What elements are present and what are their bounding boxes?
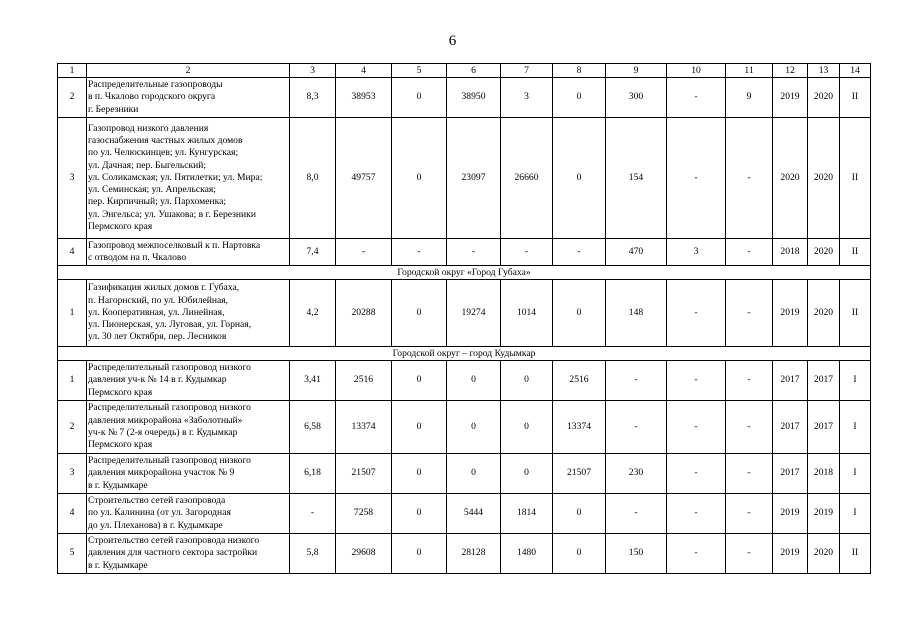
- table-cell: II: [840, 280, 871, 347]
- table-cell: 2019: [773, 534, 808, 574]
- table-cell: -: [726, 454, 773, 494]
- table-cell: 28128: [447, 534, 501, 574]
- table-cell: 49757: [336, 118, 392, 239]
- table-cell: 6,58: [290, 401, 336, 454]
- table-row: [58, 401, 871, 454]
- header-cell: 9: [606, 64, 667, 78]
- table-cell: 0: [392, 78, 447, 118]
- table-cell: 2019: [773, 280, 808, 347]
- table-cell: -: [336, 239, 392, 266]
- section-row: [58, 347, 871, 361]
- table-cell: 2020: [808, 239, 840, 266]
- table-cell: 13374: [553, 401, 606, 454]
- table-cell: -: [667, 361, 726, 401]
- table-cell: 1: [58, 280, 87, 347]
- table-cell: 13374: [336, 401, 392, 454]
- table-cell: 9: [726, 78, 773, 118]
- header-cell: 14: [840, 64, 871, 78]
- table-cell: 0: [392, 118, 447, 239]
- table-cell: 0: [392, 534, 447, 574]
- table-cell: 0: [392, 361, 447, 401]
- table-cell: -: [606, 361, 667, 401]
- table-cell: -: [667, 78, 726, 118]
- table-cell: 3: [501, 78, 553, 118]
- table-cell: -: [392, 239, 447, 266]
- project-name-cell: Распределительный газопровод низкого давления микрорайона участок № 9 в г. Кудымкаре: [87, 454, 290, 494]
- header-cell: 13: [808, 64, 840, 78]
- table-cell: 2017: [808, 361, 840, 401]
- table-cell: 154: [606, 118, 667, 239]
- gas-projects-table: [57, 63, 871, 574]
- table-cell: 3: [667, 239, 726, 266]
- table-cell: 2: [58, 78, 87, 118]
- table-cell: 20288: [336, 280, 392, 347]
- table-cell: 2516: [336, 361, 392, 401]
- table-cell: -: [290, 494, 336, 534]
- table-cell: 26660: [501, 118, 553, 239]
- table-cell: -: [667, 454, 726, 494]
- table-cell: 300: [606, 78, 667, 118]
- table-row: [58, 280, 871, 347]
- table-cell: -: [726, 118, 773, 239]
- table-cell: 7,4: [290, 239, 336, 266]
- table-cell: II: [840, 534, 871, 574]
- table-cell: 2019: [773, 78, 808, 118]
- table-cell: 148: [606, 280, 667, 347]
- project-name-cell: Газификация жилых домов г. Губаха, п. Нагорнский, по ул. Юбилейная, ул. Кооперативная, ул. Линейная, ул. Пионерская, ул. Луговая, ул. Горная, ул. 30 лет Октября, пер. Лесников: [87, 280, 290, 347]
- header-row: [58, 64, 871, 78]
- table-cell: 19274: [447, 280, 501, 347]
- table-cell: -: [667, 118, 726, 239]
- table-cell: -: [726, 280, 773, 347]
- header-cell: 6: [447, 64, 501, 78]
- table-cell: 2020: [808, 78, 840, 118]
- table-cell: 0: [392, 280, 447, 347]
- table-cell: II: [840, 239, 871, 266]
- table-cell: 2516: [553, 361, 606, 401]
- table-cell: -: [553, 239, 606, 266]
- table-cell: -: [726, 534, 773, 574]
- table-cell: -: [667, 280, 726, 347]
- table-cell: -: [667, 494, 726, 534]
- table-cell: 0: [501, 361, 553, 401]
- table-cell: 2019: [773, 494, 808, 534]
- header-cell: 3: [290, 64, 336, 78]
- table-row: [58, 454, 871, 494]
- section-title: Городской округ – город Кудымкар: [58, 347, 871, 361]
- header-cell: 1: [58, 64, 87, 78]
- table-cell: -: [726, 494, 773, 534]
- table-cell: 3,41: [290, 361, 336, 401]
- table-cell: 150: [606, 534, 667, 574]
- table-cell: -: [447, 239, 501, 266]
- table-cell: 38950: [447, 78, 501, 118]
- table-cell: -: [606, 401, 667, 454]
- table-cell: 2017: [773, 401, 808, 454]
- table-cell: 0: [392, 494, 447, 534]
- header-cell: 7: [501, 64, 553, 78]
- section-title: Городской округ «Город Губаха»: [58, 266, 871, 280]
- table-row: [58, 361, 871, 401]
- table-cell: -: [667, 401, 726, 454]
- project-name-cell: Распределительный газопровод низкого давления уч-к № 14 в г. Кудымкар Пермского края: [87, 361, 290, 401]
- table-cell: 0: [553, 118, 606, 239]
- table-cell: 4: [58, 494, 87, 534]
- header-cell: 8: [553, 64, 606, 78]
- table-row: [58, 118, 871, 239]
- table-cell: 2020: [808, 118, 840, 239]
- table-cell: 230: [606, 454, 667, 494]
- table-cell: I: [840, 494, 871, 534]
- table-cell: 21507: [336, 454, 392, 494]
- table-cell: II: [840, 78, 871, 118]
- table-row: [58, 78, 871, 118]
- table-cell: 5: [58, 534, 87, 574]
- table-cell: 1814: [501, 494, 553, 534]
- table-cell: I: [840, 401, 871, 454]
- table-cell: -: [667, 534, 726, 574]
- header-cell: 11: [726, 64, 773, 78]
- table-cell: 0: [447, 361, 501, 401]
- table-cell: 2020: [808, 534, 840, 574]
- project-name-cell: Распределительный газопровод низкого давления микрорайона «Заболотный» уч-к № 7 (2-я очередь) в г. Кудымкар Пермского края: [87, 401, 290, 454]
- table-cell: 2018: [808, 454, 840, 494]
- table-cell: 21507: [553, 454, 606, 494]
- table-cell: 8,3: [290, 78, 336, 118]
- table-cell: 0: [553, 494, 606, 534]
- table-cell: 2019: [808, 494, 840, 534]
- table-cell: II: [840, 118, 871, 239]
- table-row: [58, 534, 871, 574]
- table-cell: 0: [553, 534, 606, 574]
- project-name-cell: Газопровод межпоселковый к п. Нартовка с отводом на п. Чкалово: [87, 239, 290, 266]
- table-cell: -: [726, 401, 773, 454]
- table-cell: 6,18: [290, 454, 336, 494]
- table-cell: 0: [447, 401, 501, 454]
- table-cell: 5444: [447, 494, 501, 534]
- table-cell: 2020: [773, 118, 808, 239]
- table-cell: 470: [606, 239, 667, 266]
- table-cell: 23097: [447, 118, 501, 239]
- table-cell: 0: [392, 401, 447, 454]
- header-cell: 5: [392, 64, 447, 78]
- table-row: [58, 239, 871, 266]
- table-cell: 1014: [501, 280, 553, 347]
- table-cell: 38953: [336, 78, 392, 118]
- table-cell: I: [840, 361, 871, 401]
- table-cell: 2020: [808, 280, 840, 347]
- project-name-cell: Строительство сетей газопровода по ул. Калинина (от ул. Загородная до ул. Плеханова) в г. Кудымкаре: [87, 494, 290, 534]
- project-name-cell: Газопровод низкого давления газоснабжения частных жилых домов по ул. Челюскинцев; ул. Кунгурская; ул. Дачная; пер. Быгельский; ул. Соликамская; ул. Пятилетки; ул. Мира; ул. Семинская; ул. Апрельская; пер. Кирпичный; ул. Пархоменка; ул. Энгельса; ул. Ушакова; в г. Березники Пермского края: [87, 118, 290, 239]
- table-cell: 2017: [773, 361, 808, 401]
- table-cell: 2017: [773, 454, 808, 494]
- table-cell: -: [501, 239, 553, 266]
- table-cell: 8,0: [290, 118, 336, 239]
- header-cell: 2: [87, 64, 290, 78]
- table-cell: 2: [58, 401, 87, 454]
- table-cell: 1480: [501, 534, 553, 574]
- header-cell: 10: [667, 64, 726, 78]
- table-cell: 4: [58, 239, 87, 266]
- section-row: [58, 266, 871, 280]
- table-cell: -: [726, 239, 773, 266]
- table-cell: 0: [392, 454, 447, 494]
- table-cell: 4,2: [290, 280, 336, 347]
- table-cell: -: [726, 361, 773, 401]
- table-cell: I: [840, 454, 871, 494]
- table-cell: 0: [501, 401, 553, 454]
- table-cell: 0: [501, 454, 553, 494]
- table-cell: 0: [553, 78, 606, 118]
- project-name-cell: Строительство сетей газопровода низкого давления для частного сектора застройки в г. Кудымкаре: [87, 534, 290, 574]
- table-cell: 2017: [808, 401, 840, 454]
- table-cell: -: [606, 494, 667, 534]
- table-cell: 0: [553, 280, 606, 347]
- header-cell: 12: [773, 64, 808, 78]
- table-cell: 3: [58, 118, 87, 239]
- page-number: 6: [448, 33, 457, 49]
- table-cell: 1: [58, 361, 87, 401]
- project-name-cell: Распределительные газопроводы в п. Чкалово городского округа г. Березники: [87, 78, 290, 118]
- table-cell: 3: [58, 454, 87, 494]
- table-cell: 2018: [773, 239, 808, 266]
- header-cell: 4: [336, 64, 392, 78]
- table-cell: 0: [447, 454, 501, 494]
- table-row: [58, 494, 871, 534]
- table-cell: 5,8: [290, 534, 336, 574]
- table-cell: 7258: [336, 494, 392, 534]
- table-cell: 29608: [336, 534, 392, 574]
